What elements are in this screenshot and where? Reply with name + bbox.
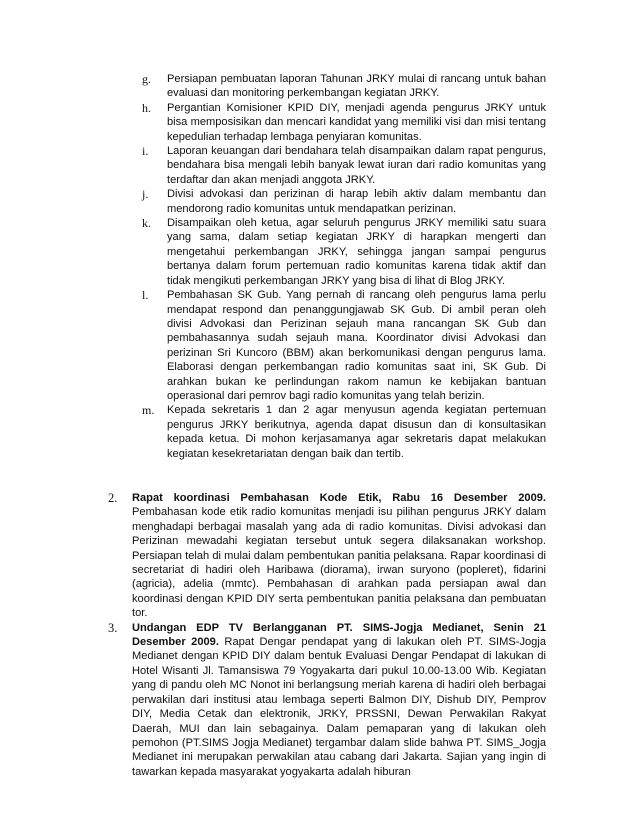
sub-item-list — [142, 72, 546, 461]
list-marker: g. — [142, 72, 151, 86]
list-item — [142, 187, 546, 216]
list-marker: l. — [142, 288, 149, 303]
item-body: Pembahasan kode etik radio komunitas menjadi isu pilihan pengurus JRKY dalam menghadapi berbagai masalah yang ada di radio komunitas. Divisi advokasi dan Perizinan mewadahi kegiatan tersebut untuk segera dilaksanakan workshop. Persiapan telah di mulai dalam pembentukan panitia pelaksana. Rapar koordinasi di secretariat di hadiri oleh Haribawa (diorama), irwan suryono (popleret), fidarini (agricia), adelia (mmtc). Pembahasan di arahkan pada persiapan awal dan koordinasi dengan KPID DIY serta pembentukan panitia pelaksana dan pembuatan tor. — [132, 506, 546, 620]
list-item — [142, 72, 546, 101]
list-item-text: Kepada sekretaris 1 dan 2 agar menyusun agenda kegiatan pertemuan pengurus JRKY berikutnya, agenda dapat disusun dan di konsultasikan kepada ketua. Di mohon kerjasamanya agar sekretaris dapat melakukan kegiatan kesekretariatan dengan baik dan tertib. — [167, 404, 546, 460]
list-marker: i. — [142, 144, 149, 159]
list-marker: 3. — [108, 620, 118, 635]
item-body: Rapat Dengar pendapat yang di lakukan oleh PT. SIMS-Jogja Medianet dengan KPID DIY dalam bentuk Evaluasi Dengar Pendapat di lakukan di Hotel Wisanti Jl. Tamansiswa 79 Yogyakarta dari pukul 10.00-13.00 Wib. Kegiatan yang di pandu oleh MC Nonot ini berlangsung meriah karena di hadiri oleh berbagai perwakilan dari institusi atau lembaga seperti Balmon DIY, Dishub DIY, Pemprov DIY, Media Cetak dan elektronik, JRKY, PRSSNI, Dewan Perwakilan Rakyat Daerah, MUI dan lain sebagainya. Dalam pemaparan yang di lakukan oleh pemohon (PT.SIMS Jogja Medianet) tergambar dalam slide bahwa PT. SIMS_Jogja Medianet ini merupakan perwakilan atau cabang dari Jakarta. Sajian yang ingin di tawarkan kepada masyarakat yogyakarta adalah hiburan — [132, 636, 546, 778]
list-item-text: Disampaikan oleh ketua, agar seluruh pengurus JRKY memiliki satu suara yang sama, dalam setiap kegiatan JRKY di harapkan mengerti dan mengetahui perkembangan JRKY, sehingga jangan sampai pengurus bertanya dalam forum pertemuan radio komunitas karena tidak aktif dan tidak mengikuti perkembangan JRKY yang bisa di lihat di Blog JRKY. — [167, 217, 546, 287]
list-item — [142, 216, 546, 288]
list-item-text: Pembahasan SK Gub. Yang pernah di rancang oleh pengurus lama perlu mendapat respond dan penanggungjawab SK Gub. Di ambil peran oleh divisi Advokasi dan Perizinan sejauh mana rancangan SK Gub dan pembahasannya sudah sejauh mana. Koordinator divisi Advokasi dan perizinan Sri Kuncoro (BBM) akan berkomunikasi dengan pengurus lama. Elaborasi dengan perkembangan radio komunitas saat ini, SK Gub. Di arahkan bukan ke perlindungan rakom namun ke kebijakan bantuan operasional dari pemrov bagi radio komunitas yang telah berizin. — [167, 289, 546, 402]
main-item-list — [108, 491, 546, 779]
list-item — [142, 101, 546, 144]
list-marker: j. — [142, 187, 149, 202]
list-item-text: Pergantian Komisioner KPID DIY, menjadi agenda pengurus JRKY untuk bisa memposisikan dan mencari kandidat yang memiliki visi dan misi tentang kepedulian terhadap lembaga penyiaran komunitas. — [167, 101, 546, 143]
list-item-text: Laporan keuangan dari bendahara telah disampaikan dalam rapat pengurus, bendahara bisa mengali lebih banyak lewat iuran dari radio komunitas yang terdaftar dan akan menjadi anggota JRKY. — [167, 145, 546, 186]
list-item — [142, 144, 546, 187]
list-item — [108, 621, 546, 779]
list-marker: 2. — [108, 491, 118, 505]
list-item — [142, 403, 546, 461]
list-marker: m. — [142, 403, 155, 418]
list-marker: h. — [142, 100, 151, 115]
list-item — [108, 491, 546, 621]
item-heading: Rapat koordinasi Pembahasan Kode Etik, Rabu 16 Desember 2009. — [132, 492, 546, 504]
item-heading: Undangan EDP TV Berlangganan PT. SIMS-Jogja Medianet, Senin 21 Desember 2009. — [132, 621, 546, 649]
list-item-text: Persiapan pembuatan laporan Tahunan JRKY mulai di rancang untuk bahan evaluasi dan monitoring perkembangan kegiatan JRKY. — [167, 73, 546, 100]
list-marker: k. — [142, 216, 151, 231]
list-item — [142, 288, 546, 403]
list-item-text: Divisi advokasi dan perizinan di harap lebih aktiv dalam membantu dan mendorong radio komunitas untuk mendapatkan perizinan. — [167, 188, 546, 215]
